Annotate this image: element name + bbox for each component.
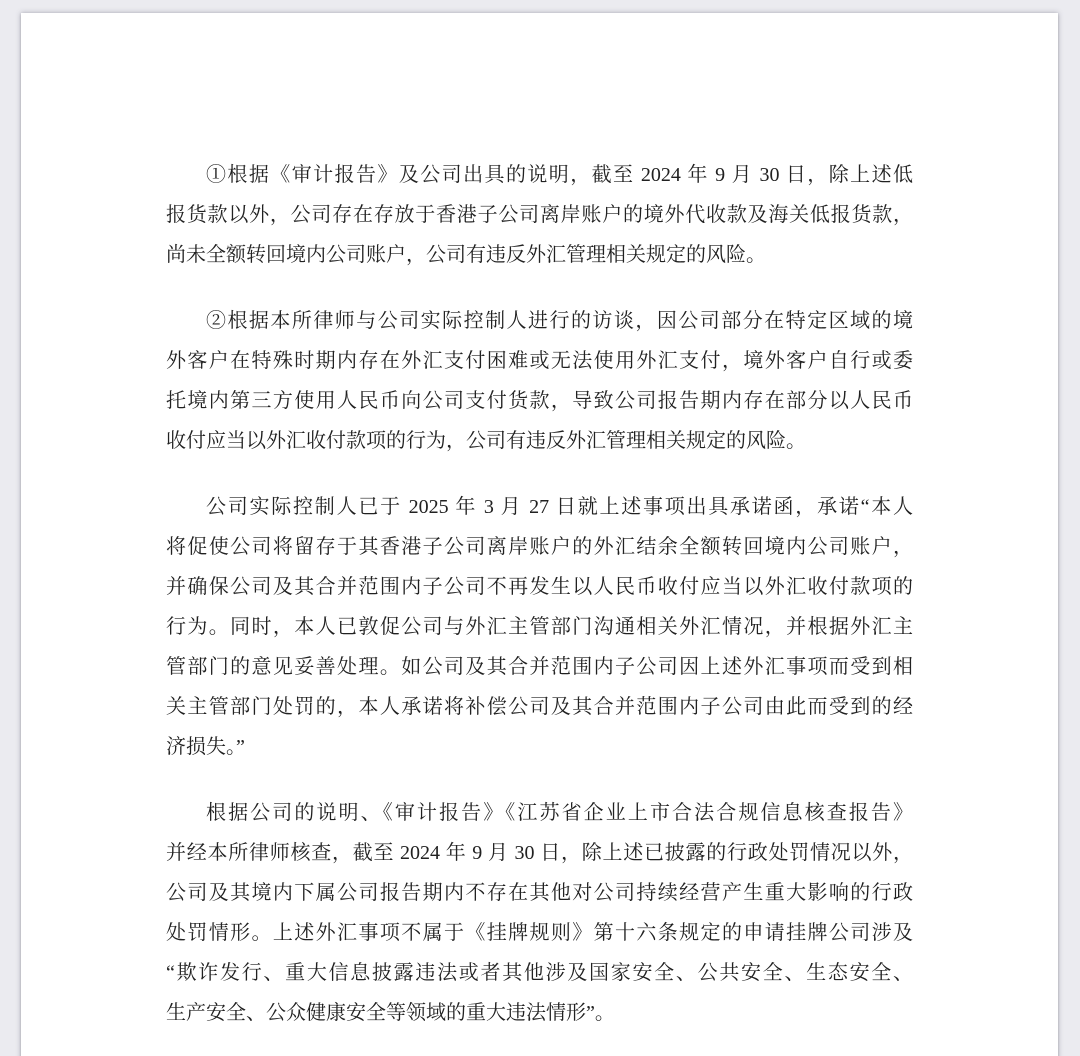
text-line: 处罚情形。上述外汇事项不属于《挂牌规则》第十六条规定的申请挂牌公司涉及 xyxy=(166,922,913,944)
text-line: 外客户在特殊时期内存在外汇支付困难或无法使用外汇支付，境外客户自行或委 xyxy=(166,350,913,372)
text-line: “欺诈发行、重大信息披露违法或者其他涉及国家安全、公共安全、生态安全、 xyxy=(166,962,913,984)
text-line: ①根据《审计报告》及公司出具的说明，截至 2024 年 9 月 30 日，除上述低 xyxy=(206,164,913,186)
text-line: 行为。同时，本人已敦促公司与外汇主管部门沟通相关外汇情况，并根据外汇主 xyxy=(166,616,913,638)
text-line: 根据公司的说明、《审计报告》《江苏省企业上市合法合规信息核查报告》 xyxy=(206,802,913,824)
text-line: 生产安全、公众健康安全等领域的重大违法情形”。 xyxy=(166,1002,615,1024)
text-line: 将促使公司将留存于其香港子公司离岸账户的外汇结余全额转回境内公司账户， xyxy=(166,536,913,558)
text-line: 济损失。” xyxy=(166,736,245,758)
text-line: 关主管部门处罚的，本人承诺将补偿公司及其合并范围内子公司由此而受到的经 xyxy=(166,696,913,718)
text-line: ②根据本所律师与公司实际控制人进行的访谈，因公司部分在特定区域的境 xyxy=(206,310,913,332)
text-line: 并确保公司及其合并范围内子公司不再发生以人民币收付应当以外汇收付款项的 xyxy=(166,576,913,598)
text-line: 收付应当以外汇收付款项的行为，公司有违反外汇管理相关规定的风险。 xyxy=(166,430,806,452)
text-line: 并经本所律师核查，截至 2024 年 9 月 30 日，除上述已披露的行政处罚情况以外， xyxy=(166,842,913,864)
text-line: 托境内第三方使用人民币向公司支付货款，导致公司报告期内存在部分以人民币 xyxy=(166,390,913,412)
text-line: 管部门的意见妥善处理。如公司及其合并范围内子公司因上述外汇事项而受到相 xyxy=(166,656,913,678)
paragraph-risk-item-2 xyxy=(166,301,913,461)
paragraph-lawyer-conclusion xyxy=(166,793,913,1033)
text-line: 尚未全额转回境内公司账户，公司有违反外汇管理相关规定的风险。 xyxy=(166,244,766,266)
text-line: 报货款以外，公司存在存放于香港子公司离岸账户的境外代收款及海关低报货款， xyxy=(166,204,913,226)
text-line: 公司实际控制人已于 2025 年 3 月 27 日就上述事项出具承诺函，承诺“本人 xyxy=(206,496,913,518)
document-page xyxy=(21,13,1058,1056)
text-line: 公司及其境内下属公司报告期内不存在其他对公司持续经营产生重大影响的行政 xyxy=(166,882,913,904)
paragraph-controller-commitment xyxy=(166,487,913,767)
paragraph-risk-item-1 xyxy=(166,155,913,275)
document-text xyxy=(166,155,913,1056)
